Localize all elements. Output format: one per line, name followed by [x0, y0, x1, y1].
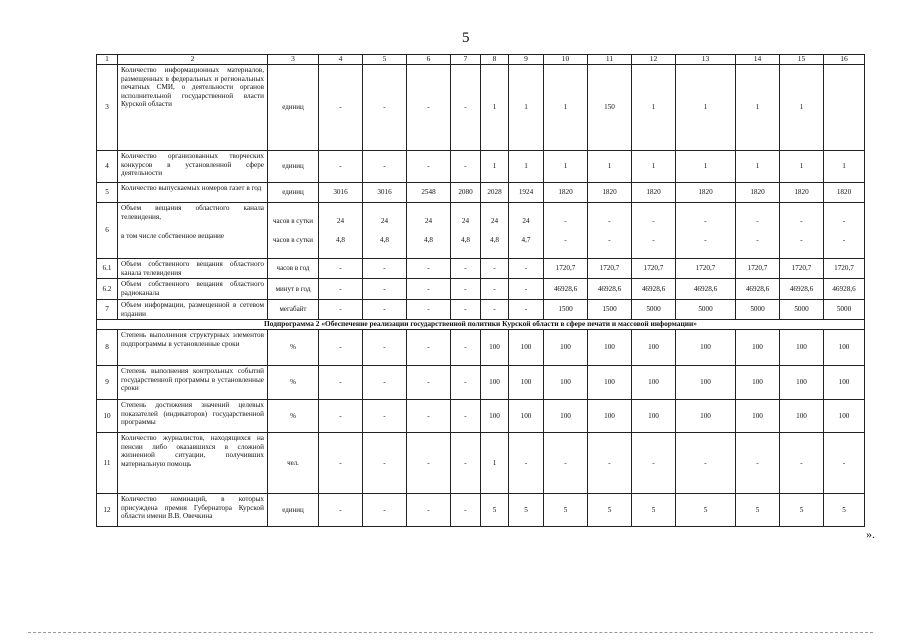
value-cell: -: [588, 433, 632, 494]
value-cell: -: [319, 279, 363, 300]
value-part: 24: [522, 216, 530, 225]
value-cell: 1: [824, 151, 865, 183]
indicator-name-cell: Степень выполнения контрольных событий государственной программы в установленные сроки: [118, 366, 268, 400]
indicator-name-cell: Количество журналистов, находящихся на пенсии либо оказавшихся в сложной жизненной ситуации, получивших материальную помощь: [118, 433, 268, 494]
value-cell: 1: [509, 151, 544, 183]
value-part: 24: [336, 216, 345, 225]
value-cell: -: [632, 433, 676, 494]
value-part: -: [704, 236, 707, 244]
spacer: [826, 225, 862, 236]
value-part: 24: [380, 216, 389, 225]
value-cell: 5000: [780, 300, 824, 320]
value-cell: -: [407, 151, 451, 183]
unit-cell: %: [268, 330, 319, 366]
value-cell: 100: [544, 366, 588, 400]
row-number-cell: 6: [97, 203, 118, 259]
value-part: часов в сутки: [272, 236, 314, 244]
value-cell: -: [363, 151, 407, 183]
value-cell: 1: [632, 151, 676, 183]
column-number-cell: 13: [676, 55, 736, 65]
value-cell: [632, 203, 676, 259]
value-cell: 1: [780, 151, 824, 183]
indicators-table: [96, 54, 865, 527]
value-cell: 100: [780, 400, 824, 433]
value-cell: 1720,7: [824, 259, 865, 279]
table-row: [97, 65, 865, 151]
value-cell: 5: [544, 494, 588, 527]
value-cell: -: [363, 300, 407, 320]
column-number-cell: 3: [268, 55, 319, 65]
value-cell: 5: [481, 494, 509, 527]
column-number-cell: 11: [588, 55, 632, 65]
value-cell: -: [363, 279, 407, 300]
value-cell: -: [451, 366, 481, 400]
value-cell: -: [319, 65, 363, 151]
row-number-cell: 4: [97, 151, 118, 183]
value-cell: -: [509, 433, 544, 494]
value-cell: 46928,6: [632, 279, 676, 300]
value-cell: 1820: [780, 183, 824, 203]
value-cell: 5: [824, 494, 865, 527]
table-row: [97, 203, 865, 259]
value-cell: -: [451, 65, 481, 151]
value-cell: 5: [736, 494, 780, 527]
value-cell: 1: [544, 151, 588, 183]
value-cell: [544, 203, 588, 259]
value-cell: -: [407, 494, 451, 527]
value-cell: 1: [632, 65, 676, 151]
value-cell: 1: [676, 65, 736, 151]
row-number-cell: 10: [97, 400, 118, 433]
value-cell: -: [363, 366, 407, 400]
value-cell: [451, 203, 481, 259]
value-part: 24: [490, 216, 499, 225]
value-cell: -: [481, 279, 509, 300]
value-cell: 46928,6: [736, 279, 780, 300]
value-part: -: [564, 216, 567, 225]
value-cell: 5: [632, 494, 676, 527]
value-cell: 100: [544, 330, 588, 366]
value-cell: 5000: [824, 300, 865, 320]
value-cell: -: [319, 400, 363, 433]
spacer: [483, 225, 506, 236]
row-number-cell: 6.1: [97, 259, 118, 279]
row-number-cell: 7: [97, 300, 118, 320]
row-number-cell: 3: [97, 65, 118, 151]
value-cell: 46928,6: [780, 279, 824, 300]
value-cell: 1: [676, 151, 736, 183]
value-part: 4,8: [424, 236, 433, 244]
value-cell: 1820: [736, 183, 780, 203]
value-cell: 100: [676, 400, 736, 433]
value-cell: -: [319, 151, 363, 183]
spacer: [511, 225, 541, 236]
value-cell: 5: [780, 494, 824, 527]
column-number-cell: 14: [736, 55, 780, 65]
row-number-cell: 5: [97, 183, 118, 203]
value-cell: [676, 203, 736, 259]
indicator-name-cell: Количество выпускаемых номеров газет в год: [118, 183, 268, 203]
value-cell: -: [319, 330, 363, 366]
value-cell: [509, 203, 544, 259]
value-cell: 46928,6: [544, 279, 588, 300]
value-cell: 1720,7: [544, 259, 588, 279]
spacer: [590, 225, 629, 236]
value-cell: -: [407, 433, 451, 494]
value-cell: -: [509, 259, 544, 279]
value-part: -: [800, 236, 803, 244]
value-part: 24: [461, 216, 470, 225]
spacer: [738, 225, 777, 236]
value-cell: 100: [736, 400, 780, 433]
value-cell: 1500: [544, 300, 588, 320]
value-cell: 5: [509, 494, 544, 527]
column-number-cell: 1: [97, 55, 118, 65]
value-cell: -: [319, 433, 363, 494]
value-cell: 1: [588, 151, 632, 183]
column-number-cell: 4: [319, 55, 363, 65]
value-cell: -: [407, 65, 451, 151]
table-row: [97, 366, 865, 400]
value-cell: -: [363, 433, 407, 494]
value-part: -: [756, 236, 759, 244]
value-cell: [780, 203, 824, 259]
value-cell: -: [319, 300, 363, 320]
value-cell: -: [407, 259, 451, 279]
value-cell: 100: [632, 400, 676, 433]
closing-quote-mark: ».: [866, 527, 875, 541]
table-row: [97, 279, 865, 300]
value-cell: 2080: [451, 183, 481, 203]
unit-cell: %: [268, 400, 319, 433]
value-cell: 1500: [588, 300, 632, 320]
value-cell: -: [407, 400, 451, 433]
value-cell: 2028: [481, 183, 509, 203]
value-part: -: [608, 236, 611, 244]
value-cell: 100: [676, 330, 736, 366]
value-cell: [363, 203, 407, 259]
column-number-row: [97, 55, 865, 65]
value-cell: 1820: [544, 183, 588, 203]
column-number-cell: 15: [780, 55, 824, 65]
indicator-name-cell: Объем информации, размещенной в сетевом издании: [118, 300, 268, 320]
value-cell: -: [736, 433, 780, 494]
value-cell: 100: [632, 366, 676, 400]
column-number-cell: 9: [509, 55, 544, 65]
value-cell: 3016: [363, 183, 407, 203]
value-part: 4,8: [490, 236, 499, 244]
value-cell: 46928,6: [676, 279, 736, 300]
value-cell: 150: [588, 65, 632, 151]
value-cell: 100: [509, 400, 544, 433]
value-cell: -: [451, 400, 481, 433]
unit-cell: часов в год: [268, 259, 319, 279]
value-cell: 1820: [588, 183, 632, 203]
row-number-cell: 8: [97, 330, 118, 366]
value-cell: 5000: [676, 300, 736, 320]
value-part: -: [756, 216, 759, 225]
value-cell: -: [363, 65, 407, 151]
value-cell: 1720,7: [588, 259, 632, 279]
value-cell: 5000: [736, 300, 780, 320]
value-cell: 1820: [676, 183, 736, 203]
value-cell: -: [319, 494, 363, 527]
value-cell: -: [407, 300, 451, 320]
value-cell: -: [509, 279, 544, 300]
value-cell: -: [407, 366, 451, 400]
unit-cell: единиц: [268, 494, 319, 527]
value-cell: [481, 203, 509, 259]
unit-cell: минут в год: [268, 279, 319, 300]
value-cell: [824, 203, 865, 259]
column-number-cell: 7: [451, 55, 481, 65]
indicator-name-cell: Степень достижения значений целевых показателей (индикаторов) государственной программы: [118, 400, 268, 433]
table-row: [97, 330, 865, 366]
indicator-name-part: в том числе собственное вещание: [121, 232, 225, 240]
unit-cell: чел.: [268, 433, 319, 494]
value-cell: 1720,7: [632, 259, 676, 279]
indicator-name-part: Объем вещания областного канала телевидения,: [121, 204, 264, 221]
value-cell: -: [407, 279, 451, 300]
value-cell: 1720,7: [780, 259, 824, 279]
value-cell: [268, 203, 319, 259]
value-cell: -: [481, 300, 509, 320]
value-cell: -: [363, 259, 407, 279]
value-cell: 46928,6: [824, 279, 865, 300]
value-cell: -: [481, 259, 509, 279]
table-row: [97, 259, 865, 279]
value-cell: -: [544, 433, 588, 494]
value-cell: -: [363, 400, 407, 433]
bottom-rule: [28, 632, 873, 633]
value-cell: 100: [481, 330, 509, 366]
value-part: 4,7: [521, 236, 531, 244]
value-cell: [319, 203, 363, 259]
column-number-cell: 5: [363, 55, 407, 65]
value-cell: 100: [676, 366, 736, 400]
value-cell: -: [509, 300, 544, 320]
value-cell: 2548: [407, 183, 451, 203]
indicator-name-cell: Количество организованных творческих конкурсов в установленной сфере деятельности: [118, 151, 268, 183]
page-number: 5: [462, 30, 470, 46]
value-cell: -: [676, 433, 736, 494]
value-cell: 1: [509, 65, 544, 151]
value-cell: -: [407, 330, 451, 366]
value-cell: 1720,7: [736, 259, 780, 279]
value-cell: [588, 203, 632, 259]
table-row: [97, 400, 865, 433]
row-number-cell: 9: [97, 366, 118, 400]
value-cell: 100: [824, 330, 865, 366]
row-number-cell: 6.2: [97, 279, 118, 300]
value-cell: 100: [509, 330, 544, 366]
table-row: [97, 151, 865, 183]
value-cell: -: [824, 433, 865, 494]
value-cell: 100: [588, 330, 632, 366]
value-cell: 100: [824, 400, 865, 433]
table-row: [97, 433, 865, 494]
value-cell: -: [363, 330, 407, 366]
value-part: -: [652, 216, 655, 225]
value-part: -: [652, 236, 655, 244]
value-cell: 100: [780, 330, 824, 366]
value-part: 4,8: [336, 236, 345, 244]
value-cell: 100: [588, 400, 632, 433]
value-cell: -: [780, 433, 824, 494]
value-cell: 100: [780, 366, 824, 400]
value-cell: 1: [481, 65, 509, 151]
table-row: [97, 300, 865, 320]
value-cell: 100: [481, 400, 509, 433]
table-row: [97, 183, 865, 203]
value-cell: 3016: [319, 183, 363, 203]
value-cell: -: [451, 433, 481, 494]
spacer: [546, 225, 585, 236]
value-part: часов в сутки: [272, 216, 314, 225]
column-number-cell: 10: [544, 55, 588, 65]
spacer: [678, 225, 733, 236]
spacer: [409, 225, 448, 236]
indicator-name-cell: Количество номинаций, в которых присуждена премия Губернатора Курской области имени В.В. Овечкина: [118, 494, 268, 527]
value-cell: 5: [676, 494, 736, 527]
spacer: [270, 225, 316, 236]
value-cell: -: [319, 259, 363, 279]
value-cell: 100: [544, 400, 588, 433]
value-cell: 1: [481, 151, 509, 183]
indicator-name-cell: [118, 203, 268, 259]
value-cell: -: [319, 366, 363, 400]
value-cell: 5000: [632, 300, 676, 320]
unit-cell: мегабайт: [268, 300, 319, 320]
column-number-cell: 2: [118, 55, 268, 65]
unit-cell: единиц: [268, 151, 319, 183]
value-part: -: [842, 216, 846, 225]
value-cell: 1: [544, 65, 588, 151]
value-cell: -: [451, 330, 481, 366]
value-cell: [824, 65, 865, 151]
column-number-cell: 6: [407, 55, 451, 65]
value-part: -: [842, 236, 846, 244]
value-cell: [736, 203, 780, 259]
spacer: [121, 221, 264, 232]
value-cell: 100: [736, 366, 780, 400]
value-cell: 100: [632, 330, 676, 366]
value-part: -: [564, 236, 567, 244]
value-cell: 100: [736, 330, 780, 366]
unit-cell: единиц: [268, 183, 319, 203]
subprogram-heading-row: [97, 320, 865, 330]
row-number-cell: 11: [97, 433, 118, 494]
value-part: -: [608, 216, 611, 225]
value-cell: -: [363, 494, 407, 527]
column-number-cell: 8: [481, 55, 509, 65]
value-cell: 100: [824, 366, 865, 400]
value-part: -: [704, 216, 707, 225]
value-cell: -: [451, 494, 481, 527]
value-cell: 1820: [824, 183, 865, 203]
spacer: [453, 225, 478, 236]
subprogram-heading: Подпрограмма 2 «Обеспечение реализации государственной политики Курской области в сфере печати и массовой информации»: [97, 320, 865, 330]
value-cell: -: [451, 151, 481, 183]
indicator-name-cell: Степень выполнения структурных элементов подпрограммы в установленные сроки: [118, 330, 268, 366]
indicator-name-cell: Объем собственного вещания областного радиоканала: [118, 279, 268, 300]
value-part: 4,8: [461, 236, 470, 244]
value-cell: -: [451, 300, 481, 320]
value-cell: 46928,6: [588, 279, 632, 300]
value-cell: 1: [481, 433, 509, 494]
value-cell: 1: [780, 65, 824, 151]
value-cell: 100: [481, 366, 509, 400]
column-number-cell: 12: [632, 55, 676, 65]
value-cell: 1820: [632, 183, 676, 203]
indicator-name-cell: Объем собственного вещания областного канала телевидения: [118, 259, 268, 279]
value-cell: 100: [588, 366, 632, 400]
table-row: [97, 494, 865, 527]
value-part: 4,8: [380, 236, 389, 244]
value-cell: 100: [509, 366, 544, 400]
spacer: [321, 225, 360, 236]
spacer: [782, 225, 821, 236]
value-cell: -: [451, 259, 481, 279]
value-part: -: [800, 216, 803, 225]
value-cell: -: [451, 279, 481, 300]
value-part: 24: [424, 216, 433, 225]
spacer: [634, 225, 673, 236]
unit-cell: %: [268, 366, 319, 400]
unit-cell: единиц: [268, 65, 319, 151]
value-cell: 1: [736, 65, 780, 151]
value-cell: 1924: [509, 183, 544, 203]
spacer: [365, 225, 404, 236]
value-cell: [407, 203, 451, 259]
row-number-cell: 12: [97, 494, 118, 527]
value-cell: 1720,7: [676, 259, 736, 279]
indicator-name-cell: Количество информационных материалов, размещенных в федеральных и региональных печатных СМИ, о деятельности органов исполнительной государственной власти Курской области: [118, 65, 268, 151]
value-cell: 5: [588, 494, 632, 527]
value-cell: 1: [736, 151, 780, 183]
column-number-cell: 16: [824, 55, 865, 65]
